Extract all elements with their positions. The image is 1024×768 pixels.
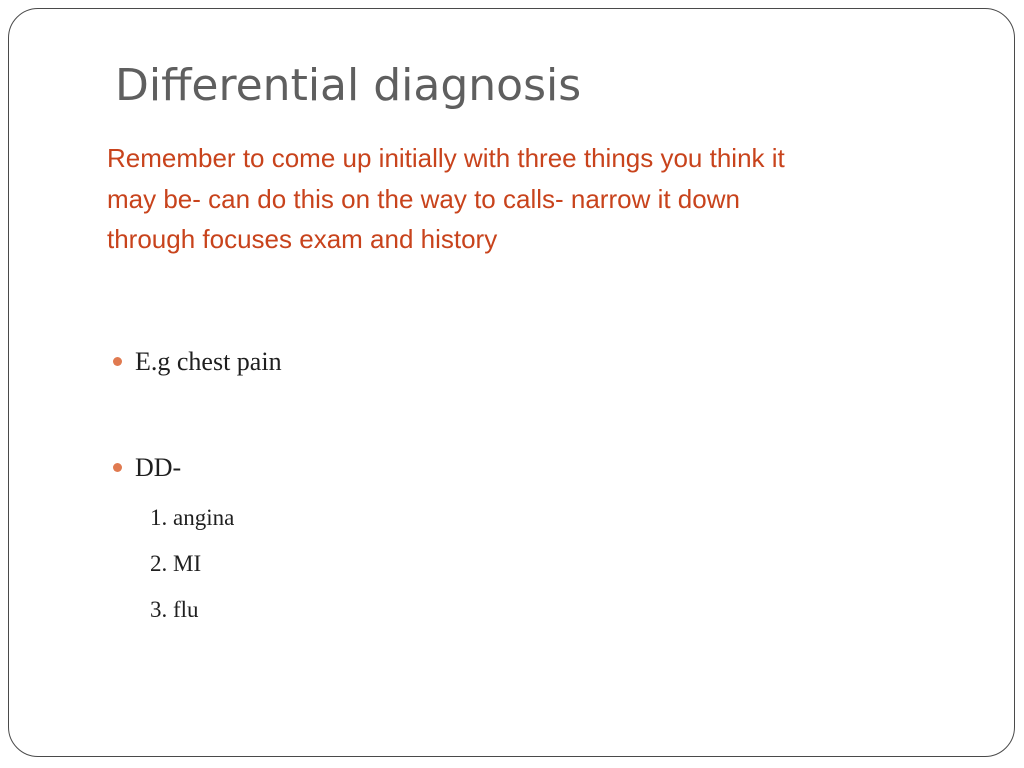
- slide-subtitle: Remember to come up initially with three things you think it may be- can do this on the way to calls- narrow it down through focuses exam and history: [107, 143, 785, 254]
- dd-item-flu: 3. flu: [150, 597, 199, 622]
- bullet-dot-icon: [113, 357, 122, 366]
- dd-list: [150, 498, 234, 636]
- bullet-text: DD-: [135, 453, 182, 482]
- dd-item-angina: 1. angina: [150, 505, 235, 530]
- dd-item-mi: 2. MI: [150, 551, 202, 576]
- slide-title: Differential diagnosis: [115, 60, 582, 111]
- bullet-text: E.g chest pain: [135, 347, 282, 376]
- bullet-dot-icon: [113, 463, 122, 472]
- bullet-item-dd: [113, 446, 181, 490]
- bullet-item-chest-pain: [113, 340, 282, 384]
